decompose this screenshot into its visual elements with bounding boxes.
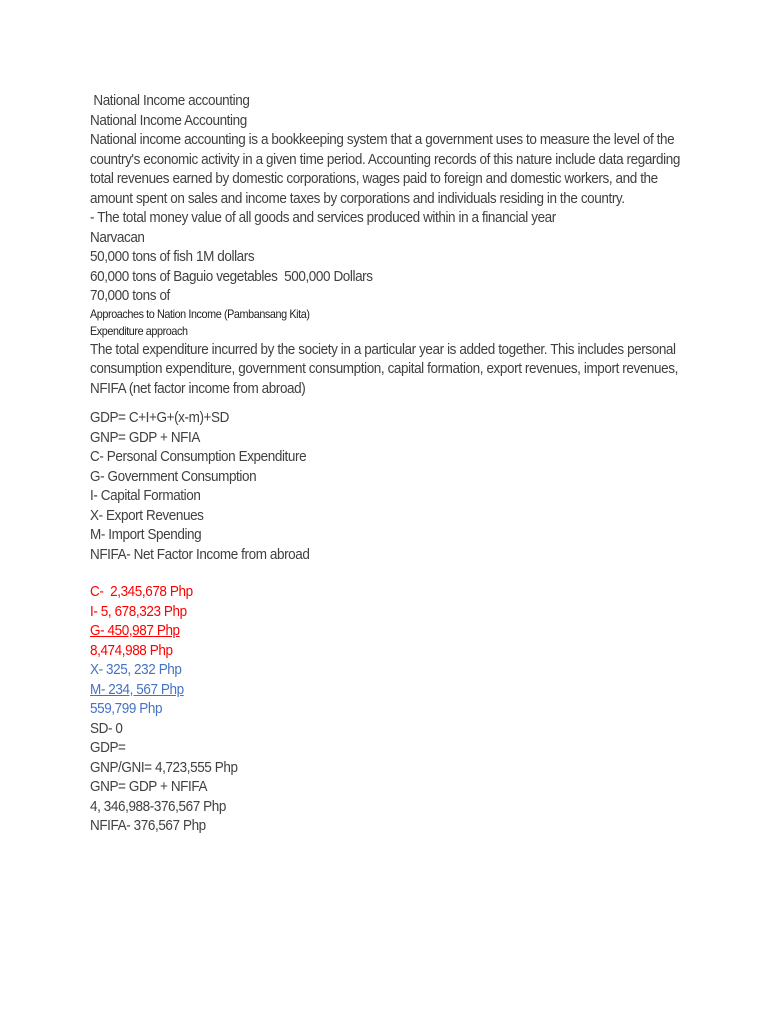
result-line: GDP= — [90, 739, 126, 756]
formula-line: C- Personal Consumption Expenditure — [90, 448, 307, 465]
example-line-3: 70,000 tons of — [90, 287, 170, 304]
example-place: Narvacan — [90, 228, 145, 246]
formula-line: GDP= C+I+G+(x-m)+SD — [90, 409, 229, 426]
export-value: X- 325, 232 Php — [90, 661, 182, 678]
formula-line: I- Capital Formation — [90, 487, 201, 504]
example-line-2: 60,000 tons of Baguio vegetables 500,000 Dollars — [90, 267, 373, 285]
document-body — [90, 91, 680, 836]
result-line: GNP= GDP + NFIFA — [90, 778, 208, 795]
spacer — [90, 398, 680, 408]
example-line-1: 50,000 tons of fish 1M dollars — [90, 248, 255, 265]
import-value: M- 234, 567 Php — [90, 680, 184, 698]
definition-line: - The total money value of all goods and services produced within in a financial year — [90, 209, 556, 226]
result-line: GNP/GNI= 4,723,555 Php — [90, 758, 238, 776]
expenditure-paragraph: The total expenditure incurred by the society in a particular year is added together. This includes personal consumption expenditure, government consumption, capital formation, export revenues, import revenues, NFIFA (net factor income from abroad) — [90, 340, 678, 397]
formula-line: NFIFA- Net Factor Income from abroad — [90, 545, 310, 563]
heading: National Income Accounting — [90, 111, 247, 129]
result-line: SD- 0 — [90, 719, 123, 737]
formula-line: M- Import Spending — [90, 526, 202, 543]
red-subtotal: 8,474,988 Php — [90, 641, 173, 659]
consumption-value: C- 2,345,678 Php — [90, 583, 193, 600]
spacer — [90, 564, 680, 582]
expenditure-heading: Expenditure approach — [90, 323, 188, 338]
approaches-heading: Approaches to Nation Income (Pambansang Kita) — [90, 306, 310, 321]
title-line: National Income accounting — [90, 92, 250, 109]
result-line: NFIFA- 376,567 Php — [90, 817, 206, 834]
government-value: G- 450,987 Php — [90, 622, 180, 639]
blue-subtotal: 559,799 Php — [90, 700, 163, 717]
investment-value: I- 5, 678,323 Php — [90, 602, 187, 620]
formula-line: G- Government Consumption — [90, 467, 257, 485]
intro-paragraph: National income accounting is a bookkeeping system that a government uses to measure the level of the country's economic activity in a given time period. Accounting records of this nature include data regarding total revenues earned by domestic corporations, wages paid to foreign and domestic workers, and the amount spent on sales and income taxes by corporations and individuals residing in the country. — [90, 131, 680, 207]
formula-line: GNP= GDP + NFIA — [90, 428, 200, 446]
formula-line: X- Export Revenues — [90, 506, 204, 524]
result-line: 4, 346,988-376,567 Php — [90, 797, 226, 815]
